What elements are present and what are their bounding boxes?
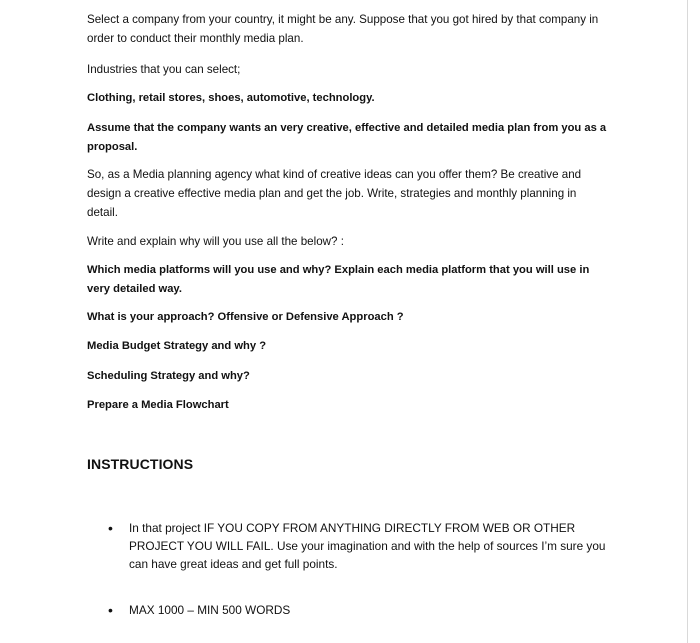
page-edge-divider: [687, 0, 688, 643]
intro-paragraph: Select a company from your country, it might be any. Suppose that you got hired by that company in order to conduct their monthly media plan.: [87, 13, 599, 45]
instruction-item: [108, 519, 608, 573]
explain-label: Write and explain why will you use all the below? :: [87, 235, 344, 248]
industries-list: Clothing, retail stores, shoes, automotive, technology.: [87, 92, 375, 104]
question-media-platforms: Which media platforms will you use and why? Explain each media platform that you will use in very detailed way.: [87, 264, 590, 295]
instruction-item: [108, 601, 608, 619]
question-media-flowchart: Prepare a Media Flowchart: [87, 399, 229, 411]
bullet-icon: •: [108, 602, 113, 618]
assumption-paragraph: Assume that the company wants an very creative, effective and detailed media plan from you as a proposal.: [87, 122, 607, 153]
question-approach: What is your approach? Offensive or Defensive Approach ?: [87, 311, 404, 323]
instruction-text: In that project IF YOU COPY FROM ANYTHING DIRECTLY FROM WEB OR OTHER PROJECT YOU WILL FAIL. Use your imagination and with the help of sources I’m sure you can have great ideas and get full points.: [129, 521, 606, 571]
bullet-icon: •: [108, 520, 113, 536]
industries-label: Industries that you can select;: [87, 63, 241, 76]
instructions-heading: INSTRUCTIONS: [87, 456, 194, 472]
instruction-text: MAX 1000 – MIN 500 WORDS: [129, 603, 291, 617]
question-budget-strategy: Media Budget Strategy and why ?: [87, 340, 267, 352]
task-paragraph: So, as a Media planning agency what kind of creative ideas can you offer them? Be creative and design a creative effective media plan and get the job. Write, strategies and monthly planning in detail.: [87, 168, 582, 219]
question-scheduling-strategy: Scheduling Strategy and why?: [87, 370, 250, 382]
